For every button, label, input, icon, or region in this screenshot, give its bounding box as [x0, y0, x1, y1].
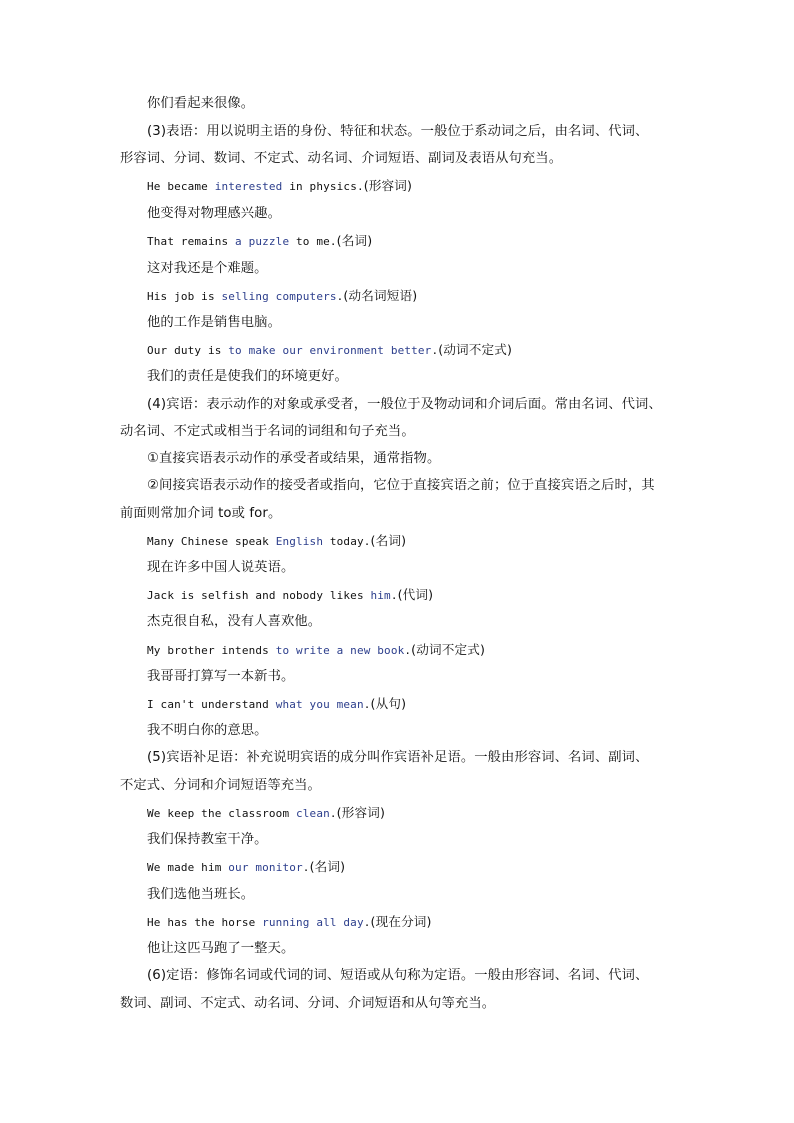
translation-line: 现在许多中国人说英语。 — [147, 560, 295, 575]
example-sentence: Our duty is to make our environment better.(动词不定式) — [147, 342, 513, 357]
translation-line: 我不明白你的意思。 — [147, 723, 268, 738]
translation-line: 他变得对物理感兴趣。 — [147, 206, 281, 221]
example-sentence: Jack is selfish and nobody likes him.(代词) — [147, 587, 434, 602]
example-sentence: He became interested in physics.(形容词) — [147, 178, 413, 193]
list-item-indirect-object: ②间接宾语表示动作的接受者或指向，它位于直接宾语之前；位于直接宾语之后时，其 — [147, 478, 655, 493]
list-item-direct-object: ①直接宾语表示动作的承受者或结果，通常指物。 — [147, 451, 441, 466]
example-sentence: I can't understand what you mean.(从句) — [147, 696, 407, 711]
translation-line: 我们保持教室干净。 — [147, 832, 268, 847]
example-sentence: We made him our monitor.(名词) — [147, 859, 346, 874]
paragraph-line: 前面则常加介词 to或 for。 — [120, 506, 282, 521]
paragraph-line: 动名词、不定式或相当于名词的词组和句子充当。 — [120, 424, 415, 439]
translation-line: 他的工作是销售电脑。 — [147, 315, 281, 330]
translation-line: 杰克很自私，没有人喜欢他。 — [147, 614, 322, 629]
example-sentence: We keep the classroom clean.(形容词) — [147, 805, 386, 820]
example-sentence: Many Chinese speak English today.(名词) — [147, 533, 407, 548]
translation-line: 我哥哥打算写一本新书。 — [147, 669, 295, 684]
section-heading-object: (4)宾语：表示动作的对象或承受者，一般位于及物动词和介词后面。常由名词、代词、 — [147, 397, 662, 412]
paragraph-line: 形容词、分词、数词、不定式、动名词、介词短语、副词及表语从句充当。 — [120, 151, 563, 166]
example-sentence: My brother intends to write a new book.(动词不定式) — [147, 642, 486, 657]
example-sentence: That remains a puzzle to me.(名词) — [147, 233, 373, 248]
section-heading-attribute: (6)定语：修饰名词或代词的词、短语或从句称为定语。一般由形容词、名词、代词、 — [147, 968, 649, 983]
section-heading-object-complement: (5)宾语补足语：补充说明宾语的成分叫作宾语补足语。一般由形容词、名词、副词、 — [147, 750, 649, 765]
paragraph-line: 数词、副词、不定式、动名词、分词、介词短语和从句等充当。 — [120, 996, 496, 1011]
translation-line: 我们的责任是使我们的环境更好。 — [147, 369, 348, 384]
translation-line: 我们选他当班长。 — [147, 887, 255, 902]
section-heading-predicative: (3)表语：用以说明主语的身份、特征和状态。一般位于系动词之后，由名词、代词、 — [147, 124, 649, 139]
translation-line: 这对我还是个难题。 — [147, 261, 268, 276]
example-sentence: His job is selling computers.(动名词短语) — [147, 288, 418, 303]
paragraph-line: 不定式、分词和介词短语等充当。 — [120, 778, 321, 793]
translation-line: 他让这匹马跑了一整天。 — [147, 941, 295, 956]
translation-line: 你们看起来很像。 — [147, 96, 255, 111]
example-sentence: He has the horse running all day.(现在分词) — [147, 914, 432, 929]
